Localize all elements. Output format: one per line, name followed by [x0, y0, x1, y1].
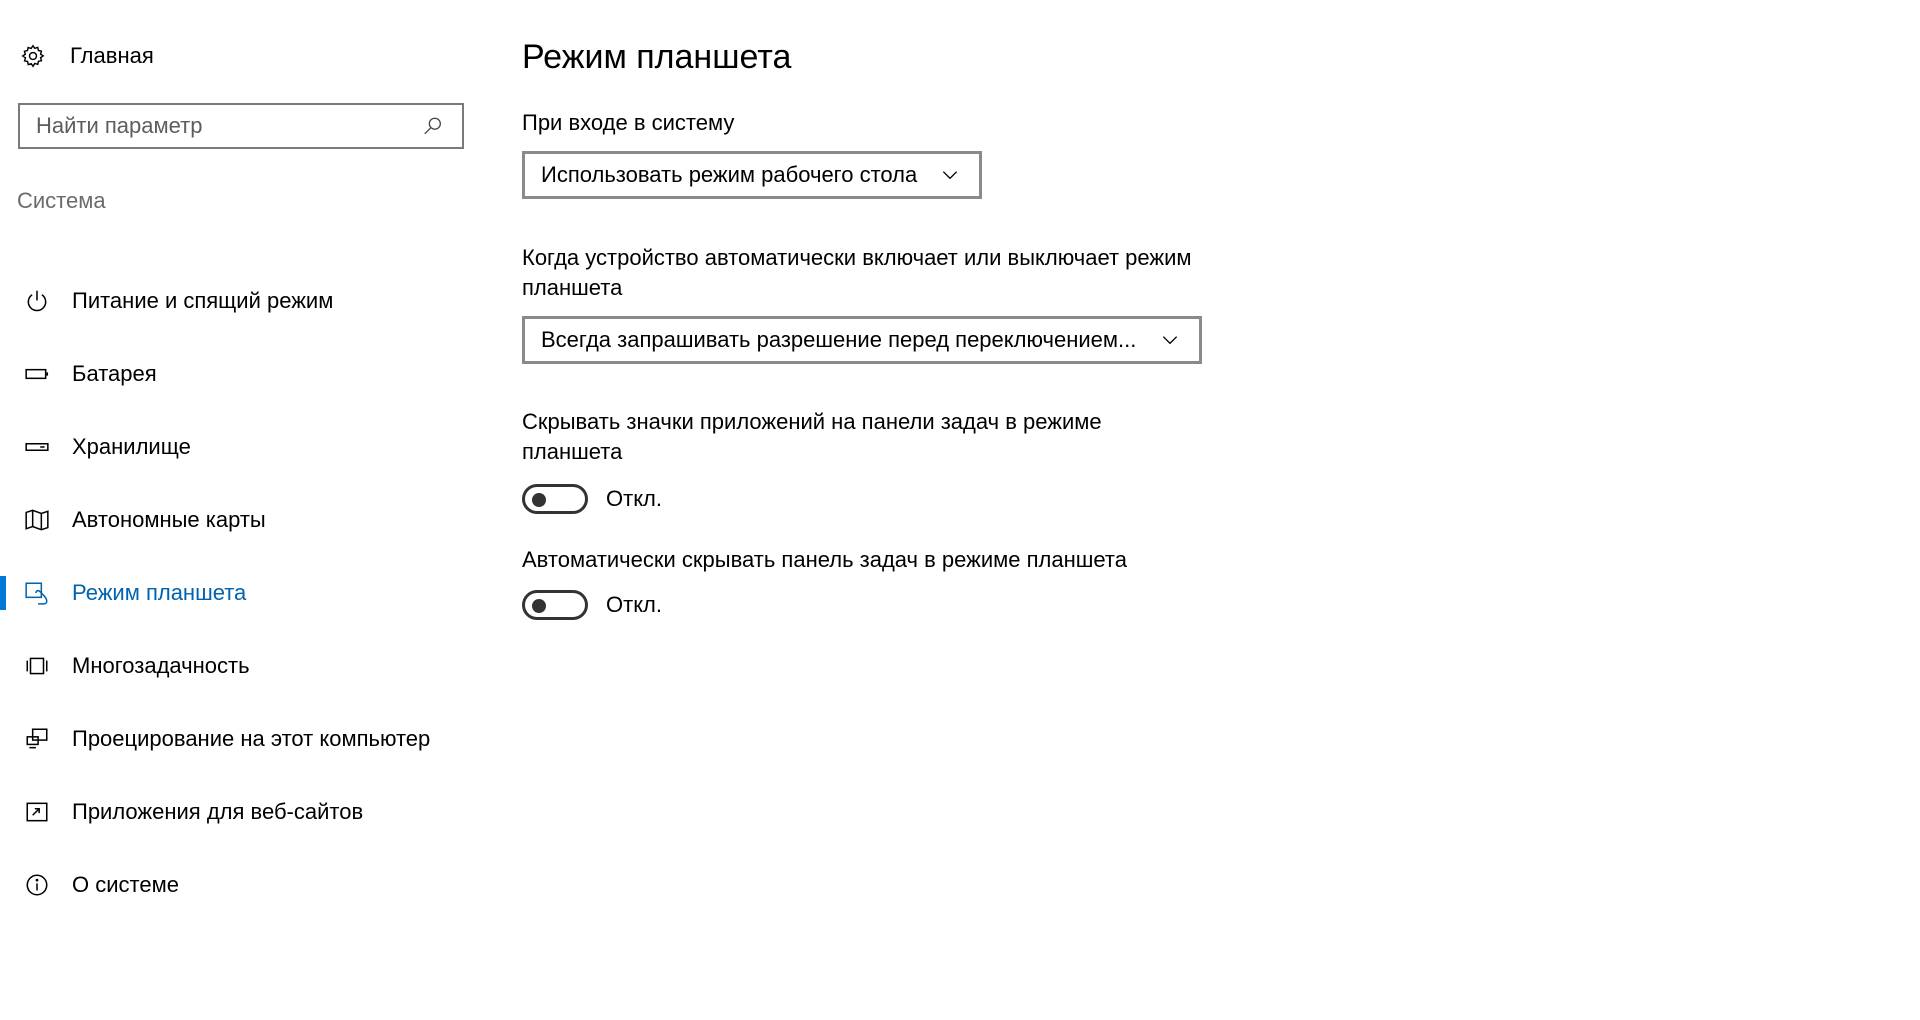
- toggle-knob: [532, 493, 546, 507]
- home-label: Главная: [70, 43, 154, 68]
- chevron-down-icon: [1155, 325, 1185, 355]
- sidebar-item-battery[interactable]: [0, 337, 500, 410]
- search-icon[interactable]: [418, 111, 448, 141]
- storage-icon: [22, 432, 52, 462]
- sidebar-item-about[interactable]: [0, 848, 500, 921]
- sidebar-item-label: О системе: [72, 871, 179, 897]
- sidebar-item-label: Режим планшета: [72, 579, 247, 605]
- auto-switch-value: Всегда запрашивать разрешение перед переключением...: [541, 327, 1137, 352]
- sidebar-item-label: Многозадачность: [72, 652, 250, 678]
- search-box[interactable]: [18, 103, 464, 149]
- battery-icon: [22, 359, 52, 389]
- main-content: [522, 0, 1822, 1020]
- search-input[interactable]: [36, 113, 416, 139]
- sidebar-nav: [0, 264, 500, 921]
- sidebar-item-power-sleep[interactable]: [0, 264, 500, 337]
- sidebar-item-label: Батарея: [72, 360, 157, 386]
- page-title: Режим планшета: [522, 38, 792, 76]
- auto-hide-taskbar-toggle[interactable]: [522, 590, 588, 620]
- section-title: Система: [17, 188, 106, 213]
- toggle-knob: [532, 599, 546, 613]
- sidebar-item-label: Питание и спящий режим: [72, 287, 334, 313]
- chevron-down-icon: [935, 160, 965, 190]
- gear-icon: [18, 41, 48, 71]
- apps-for-websites-icon: [22, 797, 52, 827]
- hide-icons-row: [522, 484, 662, 514]
- tablet-mode-icon: [22, 578, 52, 608]
- sidebar-item-label: Приложения для веб-сайтов: [72, 798, 364, 824]
- sidebar-item-offline-maps[interactable]: [0, 483, 500, 556]
- sidebar-item-projecting[interactable]: [0, 702, 500, 775]
- auto-hide-taskbar-row: [522, 590, 662, 620]
- auto-switch-label: Когда устройство автоматически включает или выключает режим планшета: [522, 245, 1192, 300]
- hide-icons-state: Откл.: [606, 486, 663, 511]
- signin-mode-dropdown[interactable]: [522, 151, 982, 199]
- sidebar-item-label: Автономные карты: [72, 506, 266, 532]
- signin-label: При входе в систему: [522, 110, 735, 135]
- projecting-icon: [22, 724, 52, 754]
- hide-icons-toggle[interactable]: [522, 484, 588, 514]
- info-icon: [22, 870, 52, 900]
- auto-hide-taskbar-label: Автоматически скрывать панель задач в режиме планшета: [522, 547, 1127, 572]
- power-icon: [22, 286, 52, 316]
- sidebar-item-multitasking[interactable]: [0, 629, 500, 702]
- signin-mode-value: Использовать режим рабочего стола: [541, 162, 918, 187]
- auto-hide-taskbar-state: Откл.: [606, 592, 663, 617]
- home-link[interactable]: [18, 38, 154, 74]
- sidebar-item-label: Проецирование на этот компьютер: [72, 725, 431, 751]
- sidebar-item-label: Хранилище: [72, 433, 191, 459]
- multitasking-icon: [22, 651, 52, 681]
- sidebar: [0, 0, 500, 1020]
- hide-icons-label: Скрывать значки приложений на панели задач в режиме планшета: [522, 409, 1102, 464]
- map-icon: [22, 505, 52, 535]
- sidebar-item-storage[interactable]: [0, 410, 500, 483]
- auto-switch-dropdown[interactable]: [522, 316, 1202, 364]
- sidebar-item-tablet-mode[interactable]: [0, 556, 500, 629]
- sidebar-item-apps-for-websites[interactable]: [0, 775, 500, 848]
